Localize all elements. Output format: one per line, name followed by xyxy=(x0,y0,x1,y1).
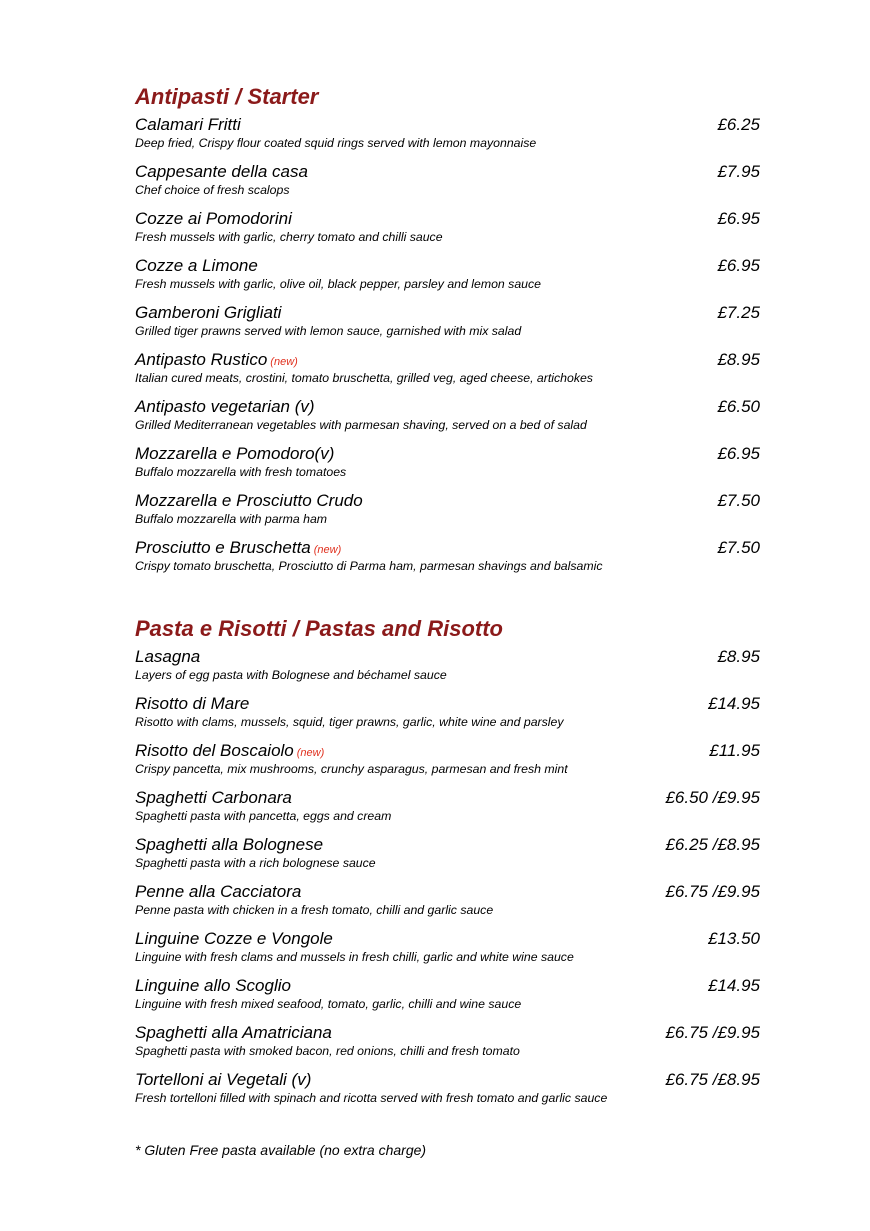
menu-item-name xyxy=(135,396,315,418)
menu-item xyxy=(135,114,760,161)
menu-item-description: Grilled Mediterranean vegetables with parmesan shaving, served on a bed of salad xyxy=(135,418,587,432)
menu-item xyxy=(135,787,760,834)
menu-item-price: £7.50 xyxy=(717,538,760,557)
menu-item-price: £7.95 xyxy=(717,162,760,181)
menu-item-name-text: Lasagna xyxy=(135,647,201,666)
menu-item-name-text: Spaghetti alla Bolognese xyxy=(135,835,324,854)
menu-item-name xyxy=(135,881,301,903)
menu-item-description: Fresh mussels with garlic, olive oil, black pepper, parsley and lemon sauce xyxy=(135,277,541,291)
menu-item-name xyxy=(135,1069,311,1091)
menu-item-price: £8.95 xyxy=(717,350,760,369)
pasta-section xyxy=(135,616,760,1116)
new-badge: (new) xyxy=(296,747,325,759)
menu-item-name-text: Spaghetti alla Amatriciana xyxy=(135,1023,332,1042)
menu-item xyxy=(135,1022,760,1069)
menu-item-description: Grilled tiger prawns served with lemon sauce, garnished with mix salad xyxy=(135,324,522,338)
menu-item-name xyxy=(135,114,241,136)
menu-item xyxy=(135,255,760,302)
menu-item-name xyxy=(135,834,323,856)
menu-item xyxy=(135,975,760,1022)
menu-item-description: Linguine with fresh clams and mussels in fresh chilli, garlic and white wine sauce xyxy=(135,950,574,964)
menu-item-price: £6.50 xyxy=(717,397,760,416)
menu-item-price: £13.50 xyxy=(708,929,760,948)
menu-item-name-text: Prosciutto e Bruschetta xyxy=(135,538,311,557)
menu-item-name-text: Risotto di Mare xyxy=(135,694,250,713)
menu-item-name xyxy=(135,646,200,668)
menu-item-name-text: Gamberoni Grigliati xyxy=(135,303,282,322)
menu-item-name xyxy=(135,975,291,997)
menu-item-price: £7.50 xyxy=(717,491,760,510)
menu-item-description: Spaghetti pasta with a rich bolognese sauce xyxy=(135,856,376,870)
menu-item xyxy=(135,349,760,396)
menu-item-name xyxy=(135,161,308,183)
menu-item-name xyxy=(135,490,363,512)
menu-item-name xyxy=(135,928,333,950)
menu-item-description: Deep fried, Crispy flour coated squid rings served with lemon mayonnaise xyxy=(135,136,537,150)
menu-item-name-text: Mozzarella e Prosciutto Crudo xyxy=(135,491,363,510)
menu-item-price: £6.25 xyxy=(717,115,760,134)
pasta-items xyxy=(135,646,760,1116)
menu-item-name-text: Mozzarella e Pomodoro(v) xyxy=(135,444,335,463)
menu-item-name xyxy=(135,693,249,715)
menu-item-name-text: Linguine allo Scoglio xyxy=(135,976,291,995)
menu-item-description: Spaghetti pasta with smoked bacon, red onions, chilli and fresh tomato xyxy=(135,1044,520,1058)
menu-item-price: £14.95 xyxy=(708,694,760,713)
menu-item-price: £6.95 xyxy=(717,209,760,228)
menu-item-price: £7.25 xyxy=(717,303,760,322)
menu-item xyxy=(135,490,760,537)
menu-item-name xyxy=(135,1022,332,1044)
menu-item-description: Buffalo mozzarella with parma ham xyxy=(135,512,328,526)
menu-item xyxy=(135,881,760,928)
menu-item-name-text: Calamari Fritti xyxy=(135,115,241,134)
menu-item-price: £6.50 /£9.95 xyxy=(665,788,760,807)
menu-item xyxy=(135,928,760,975)
menu-item-price: £6.25 /£8.95 xyxy=(665,835,760,854)
gluten-free-footnote: * Gluten Free pasta available (no extra charge) xyxy=(135,1142,427,1158)
menu-item-name xyxy=(135,787,292,809)
menu-item-description: Layers of egg pasta with Bolognese and béchamel sauce xyxy=(135,668,447,682)
antipasti-section xyxy=(135,84,760,584)
menu-item-name xyxy=(135,302,281,324)
menu-item-description: Crispy pancetta, mix mushrooms, crunchy asparagus, parmesan and fresh mint xyxy=(135,762,568,776)
menu-item-name xyxy=(135,443,334,465)
menu-item xyxy=(135,1069,760,1116)
antipasti-items xyxy=(135,114,760,584)
menu-item xyxy=(135,537,760,584)
menu-item-name xyxy=(135,255,258,277)
menu-item-name xyxy=(135,208,292,230)
menu-item xyxy=(135,302,760,349)
section-title-antipasti: Antipasti / Starter xyxy=(135,84,319,109)
menu-item xyxy=(135,161,760,208)
menu-item-name-text: Cappesante della casa xyxy=(135,162,308,181)
menu-item-description: Risotto with clams, mussels, squid, tiger prawns, garlic, white wine and parsley xyxy=(135,715,564,729)
menu-item-name-text: Antipasto vegetarian (v) xyxy=(135,397,315,416)
menu-item-name-text: Cozze a Limone xyxy=(135,256,258,275)
menu-item-price: £6.75 /£9.95 xyxy=(665,882,760,901)
menu-item xyxy=(135,646,760,693)
menu-item-description: Chef choice of fresh scalops xyxy=(135,183,290,197)
menu-item-description: Crispy tomato bruschetta, Prosciutto di Parma ham, parmesan shavings and balsamic xyxy=(135,559,603,573)
section-title-pasta: Pasta e Risotti / Pastas and Risotto xyxy=(135,616,503,641)
menu-item-price: £14.95 xyxy=(708,976,760,995)
menu-item-description: Italian cured meats, crostini, tomato bruschetta, grilled veg, aged cheese, artichokes xyxy=(135,371,593,385)
menu-item-price: £6.75 /£9.95 xyxy=(665,1023,760,1042)
menu-item-name-text: Cozze ai Pomodorini xyxy=(135,209,292,228)
menu-item-description: Penne pasta with chicken in a fresh tomato, chilli and garlic sauce xyxy=(135,903,494,917)
menu-item-price: £6.95 xyxy=(717,444,760,463)
menu-item xyxy=(135,208,760,255)
menu-item-name-text: Antipasto Rustico xyxy=(135,350,268,369)
new-badge: (new) xyxy=(270,356,298,368)
menu-item-price: £11.95 xyxy=(709,741,760,760)
menu-item-price: £8.95 xyxy=(717,647,760,666)
menu-item-price: £6.75 /£8.95 xyxy=(665,1070,760,1089)
menu-item-description: Fresh tortelloni filled with spinach and ricotta served with fresh tomato and garlic sauce xyxy=(135,1091,608,1105)
menu-item-description: Linguine with fresh mixed seafood, tomato, garlic, chilli and wine sauce xyxy=(135,997,522,1011)
menu-item xyxy=(135,396,760,443)
menu-item-description: Spaghetti pasta with pancetta, eggs and cream xyxy=(135,809,392,823)
menu-item-description: Buffalo mozzarella with fresh tomatoes xyxy=(135,465,347,479)
menu-item-name-text: Spaghetti Carbonara xyxy=(135,788,292,807)
menu-item xyxy=(135,834,760,881)
menu-item xyxy=(135,443,760,490)
menu-item-price: £6.95 xyxy=(717,256,760,275)
menu-item-name-text: Linguine Cozze e Vongole xyxy=(135,929,333,948)
menu-item-name-text: Risotto del Boscaiolo xyxy=(135,741,294,760)
menu-item xyxy=(135,740,760,787)
menu-item xyxy=(135,693,760,740)
menu-item-name-text: Penne alla Cacciatora xyxy=(135,882,302,901)
new-badge: (new) xyxy=(313,544,342,556)
menu-item-description: Fresh mussels with garlic, cherry tomato and chilli sauce xyxy=(135,230,443,244)
menu-item-name-text: Tortelloni ai Vegetali (v) xyxy=(135,1070,312,1089)
